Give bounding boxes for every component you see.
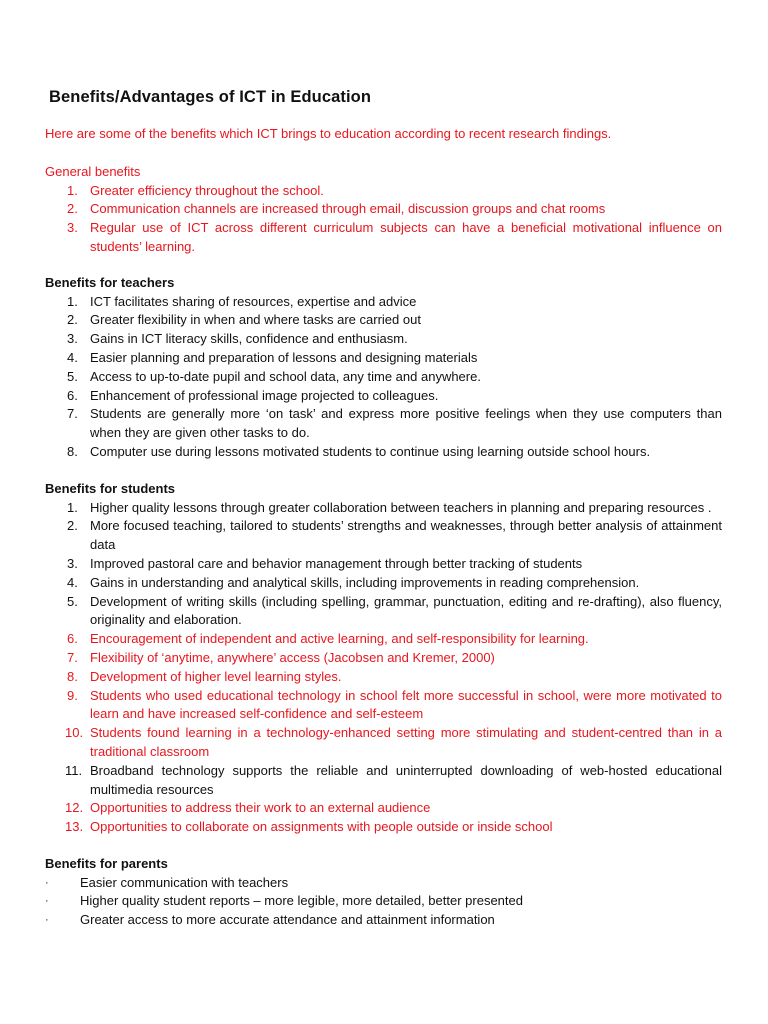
list-item: 2. More focused teaching, tailored to students’ strengths and weaknesses, through better analysis of attainment data [67,518,722,553]
general-benefits-list [45,182,722,257]
list-item: 1. Greater efficiency throughout the school. [67,182,324,198]
parents-benefits-list [45,874,722,930]
list-item: 5. Access to up-to-date pupil and school data, any time and anywhere. [67,368,481,384]
list-item: 9. Students who used educational technology in school felt more successful in school, were more motivated to learn and have increased self-confidence and self-esteem [67,687,722,722]
list-item: 10. Students found learning in a technology-enhanced setting more stimulating and student-centred than in a traditional classroom [65,725,722,759]
list-item: 2. Greater flexibility in when and where tasks are carried out [67,312,421,328]
bullet-icon: · [45,914,49,927]
bullet-icon: · [45,876,49,889]
list-item: 4. Gains in understanding and analytical skills, including improvements in reading comprehension. [67,574,640,590]
list-item: 8. Development of higher level learning styles. [67,668,342,684]
list-item: 3. Gains in ICT literacy skills, confidence and enthusiasm. [67,331,408,347]
list-item: · Easier communication with teachers [45,874,722,893]
list-item: 1. Higher quality lessons through greater collaboration between teachers in planning and preparing resources . [67,499,712,515]
list-item: 7. Flexibility of ‘anytime, anywhere’ access (Jacobsen and Kremer, 2000) [67,649,495,665]
parents-benefits-section [45,855,722,930]
document-title: Benefits/Advantages of ICT in Education [49,88,372,106]
students-benefits-section [45,480,722,837]
bullet-icon: · [45,895,49,908]
list-item: 3. Improved pastoral care and behavior management through better tracking of students [67,555,583,571]
list-item: 6. Encouragement of independent and active learning, and self-responsibility for learning. [67,631,589,647]
list-item: 1. ICT facilitates sharing of resources, expertise and advice [67,293,417,309]
list-item: 12. Opportunities to address their work to an external audience [65,800,431,816]
list-item: 6. Enhancement of professional image projected to colleagues. [67,387,439,403]
list-item: 3. Regular use of ICT across different curriculum subjects can have a beneficial motivational influence on students’ learning. [67,220,722,254]
list-item: 2. Communication channels are increased through email, discussion groups and chat rooms [67,201,606,217]
intro-paragraph: Here are some of the benefits which ICT brings to education according to recent research findings. [45,126,612,141]
students-benefits-heading: Benefits for students [45,480,176,496]
parents-benefits-heading: Benefits for parents [45,855,168,871]
list-item: 4. Easier planning and preparation of lessons and designing materials [67,349,478,365]
list-item: · Greater access to more accurate attendance and attainment information [45,911,722,930]
list-item: 13. Opportunities to collaborate on assignments with people outside or inside school [65,819,553,835]
list-item: · Higher quality student reports – more legible, more detailed, better presented [45,892,722,911]
list-item: 8. Computer use during lessons motivated students to continue using learning outside school hours. [67,443,651,459]
list-item: 7. Students are generally more ‘on task’ and express more positive feelings when they use computers than when they are given other tasks to do. [67,406,722,441]
general-benefits-heading: General benefits [45,163,141,179]
list-item: 5. Development of writing skills (including spelling, grammar, punctuation, editing and re-drafting), also fluency, originality and elaboration. [67,593,722,628]
list-item: 11. Broadband technology supports the reliable and uninterrupted downloading of web-hosted educational multimedia resources [65,762,722,797]
document-page [45,86,722,930]
teachers-benefits-heading: Benefits for teachers [45,274,175,290]
general-benefits-section [45,163,722,257]
teachers-benefits-section [45,274,722,462]
teachers-benefits-list [45,293,722,462]
students-benefits-list [45,499,722,837]
